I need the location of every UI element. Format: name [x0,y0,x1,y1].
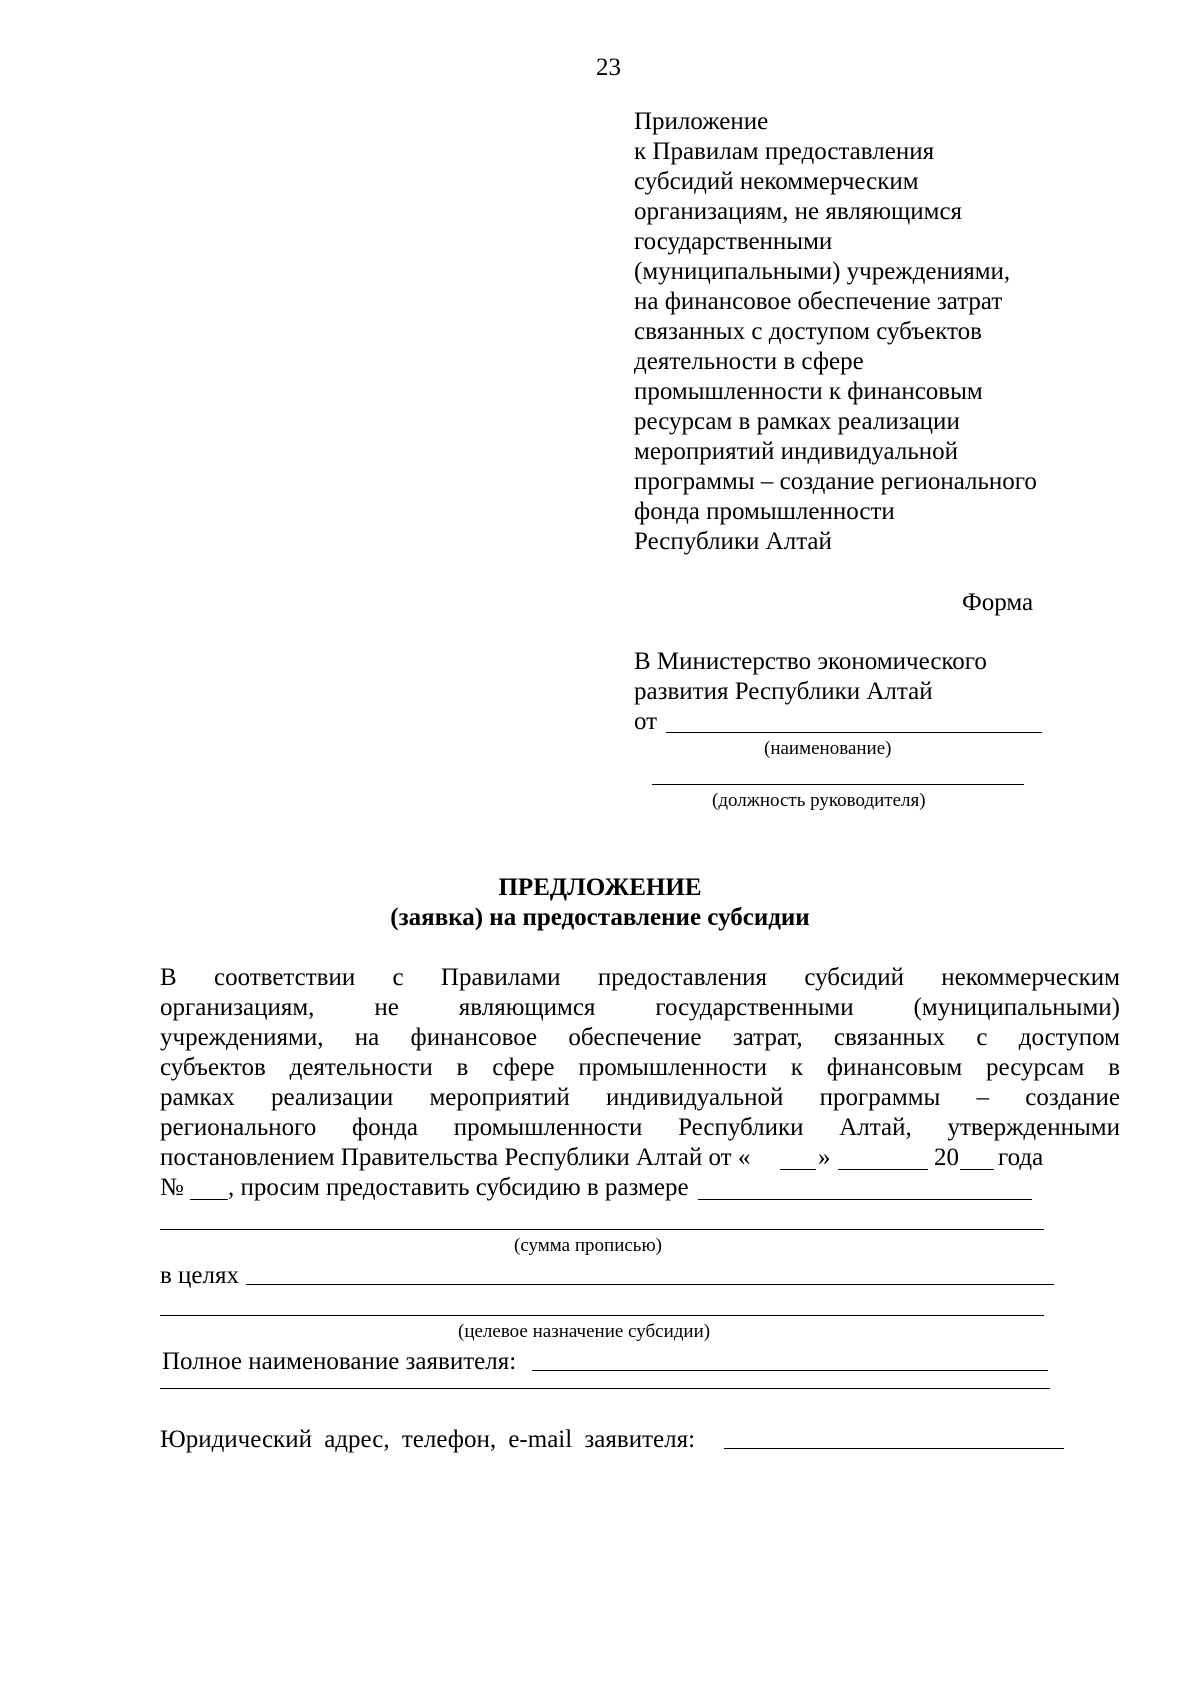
addressee-line-2: развития Республики Алтай [634,678,933,705]
decree-day-field[interactable] [780,1169,816,1170]
form-label: Форма [962,589,1034,616]
appendix-line: промышленности к финансовым [634,378,983,405]
applicant-full-name-field-line-2[interactable] [160,1388,1050,1389]
appendix-line: ресурсам в рамках реализации [634,408,960,435]
purpose-label: в целях [160,1262,240,1289]
applicant-name-label: Полное наименование заявителя: [162,1348,517,1375]
name-caption: (наименование) [764,738,892,759]
appendix-line: государственными [634,228,833,255]
appendix-line: (муниципальными) учреждениями, [634,258,1011,285]
body-line: организациям, не являющимся государственными (муниципальными) [160,994,1120,1021]
appendix-line: Республики Алтай [634,528,832,555]
sum-caption: (сумма прописью) [514,1235,662,1256]
purpose-caption: (целевое назначение субсидии) [458,1321,711,1342]
addressee-line-1: В Министерство экономического [634,648,987,675]
decree-text: постановлением Правительства Республики Алтай от « [160,1144,751,1171]
document-subtitle: (заявка) на предоставление субсидии [390,904,810,931]
appendix-block [634,106,1037,558]
body-line: субъектов деятельности в сфере промышленности к финансовым ресурсам в [160,1054,1120,1081]
applicant-name-field[interactable] [666,732,1042,733]
appendix-line: на финансовое обеспечение затрат [634,288,1003,315]
applicant-address-label: Юридический адрес, телефон, e-mail заявителя: [160,1426,696,1453]
purpose-field-line-2[interactable] [160,1315,1044,1316]
request-text: , просим предоставить субсидию в размере [228,1174,689,1201]
body-paragraph [160,962,1120,1144]
decree-number-field[interactable] [190,1199,228,1200]
appendix-line: Приложение [634,108,769,135]
applicant-address-field[interactable] [724,1448,1064,1449]
body-line: рамках реализации мероприятий индивидуальной программы – создание [160,1084,1120,1111]
appendix-line: мероприятий индивидуальной [634,438,958,465]
decree-year-suffix: года [998,1144,1044,1171]
purpose-field[interactable] [246,1284,1054,1285]
number-sign: № [160,1174,184,1201]
decree-year-prefix: 20 [934,1144,959,1171]
decree-month-field[interactable] [838,1169,928,1170]
position-caption: (должность руководителя) [712,790,926,811]
applicant-full-name-field[interactable] [532,1370,1048,1371]
amount-in-words-field[interactable] [160,1229,1044,1230]
document-title: ПРЕДЛОЖЕНИЕ [498,874,702,901]
decree-quote-close: » [818,1144,831,1171]
body-line: В соответствии с Правилами предоставления субсидий некоммерческим [160,964,1120,991]
addressee-from-label: от [634,708,658,735]
decree-year-field[interactable] [960,1169,994,1170]
appendix-line: организациям, не являющимся [634,198,963,225]
body-line: регионального фонда промышленности Республики Алтай, утвержденными [160,1114,1120,1141]
appendix-line: фонда промышленности [634,498,895,525]
page-number: 23 [596,54,621,81]
appendix-line: программы – создание регионального [634,468,1037,495]
appendix-line: деятельности в сфере [634,348,864,375]
subsidy-amount-field[interactable] [698,1199,1032,1200]
appendix-line: к Правилам предоставления [634,138,935,165]
appendix-line: связанных с доступом субъектов [634,318,982,345]
body-line: учреждениями, на финансовое обеспечение затрат, связанных с доступом [160,1024,1120,1051]
appendix-line: субсидий некоммерческим [634,168,919,195]
head-position-field[interactable] [652,784,1024,785]
